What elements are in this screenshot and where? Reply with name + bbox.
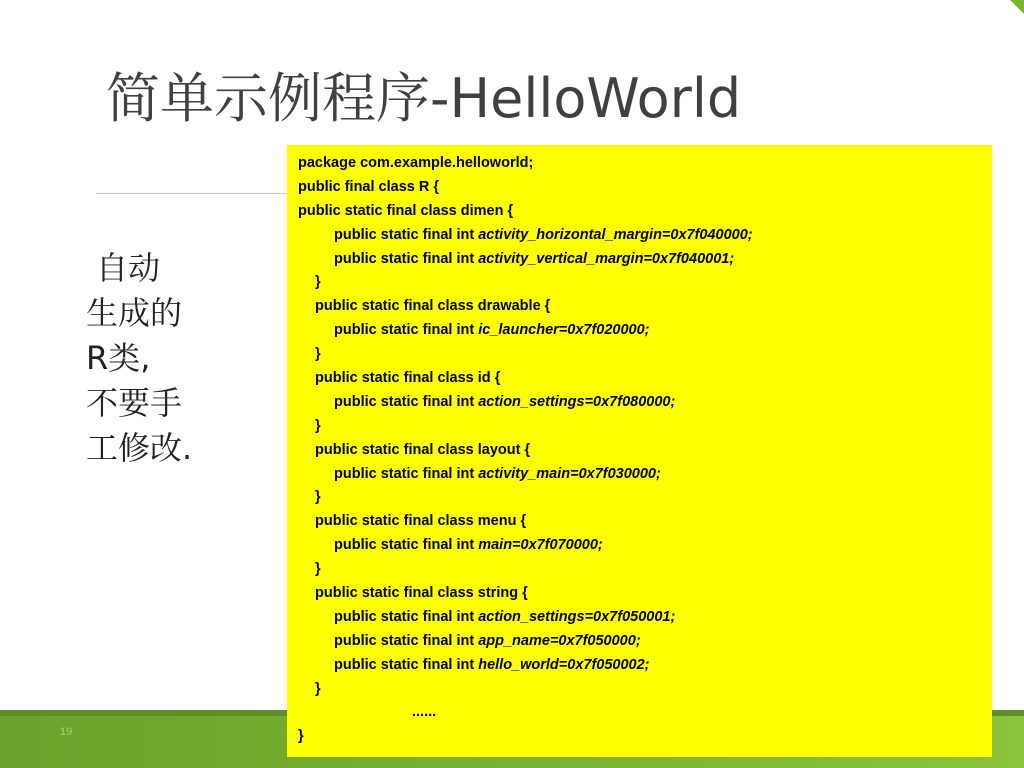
corner-decoration <box>1010 0 1024 14</box>
code-text: } <box>315 346 321 363</box>
code-text: } <box>315 489 321 506</box>
code-text: public static final int <box>334 537 479 554</box>
code-line <box>298 248 992 272</box>
code-field-value: activity_main=0x7f030000; <box>478 465 661 482</box>
code-line <box>298 367 992 391</box>
code-line <box>298 534 992 558</box>
code-text: public static final class menu { <box>315 513 527 530</box>
code-line <box>298 319 992 343</box>
code-listing <box>287 145 992 757</box>
code-text: public final class R { <box>298 178 440 195</box>
code-line <box>298 391 992 415</box>
code-line <box>298 582 992 606</box>
code-text: public static final int <box>334 608 479 625</box>
code-text: public static final class layout { <box>315 441 531 458</box>
code-field-value: app_name=0x7f050000; <box>478 632 641 649</box>
side-note-line: 自动 <box>96 249 161 287</box>
code-field-value: action_settings=0x7f080000; <box>478 393 676 410</box>
code-field-value: action_settings=0x7f050001; <box>478 608 676 625</box>
code-line <box>298 725 992 749</box>
code-field-value: hello_world=0x7f050002; <box>478 656 650 673</box>
title-divider <box>96 193 296 194</box>
code-text: public static final int <box>334 632 479 649</box>
code-line <box>298 271 992 295</box>
code-line <box>298 463 992 487</box>
code-field-value: main=0x7f070000; <box>478 537 603 554</box>
code-line <box>298 343 992 367</box>
code-line <box>298 630 992 654</box>
side-note <box>86 246 192 471</box>
code-line <box>298 439 992 463</box>
code-text: public static final int <box>334 656 479 673</box>
side-note-line: R类, <box>86 339 151 377</box>
code-field-value: ic_launcher=0x7f020000; <box>478 322 650 339</box>
code-line <box>298 415 992 439</box>
code-text: ...... <box>412 704 437 721</box>
code-line <box>298 176 992 200</box>
code-line <box>298 200 992 224</box>
code-text: } <box>315 417 321 434</box>
page-number: 19 <box>60 726 73 738</box>
code-text: public static final class drawable { <box>315 298 551 315</box>
code-field-value: activity_horizontal_margin=0x7f040000; <box>478 226 753 243</box>
code-text: public static final class dimen { <box>298 202 514 219</box>
code-line <box>298 654 992 678</box>
code-line <box>298 486 992 510</box>
code-line <box>298 701 992 725</box>
code-text: public static final int <box>334 322 479 339</box>
code-text: } <box>315 561 321 578</box>
slide-title: 简单示例程序-HelloWorld <box>106 67 742 130</box>
code-text: public static final int <box>334 226 479 243</box>
side-note-line: 生成的 <box>86 294 183 332</box>
code-text: public static final class string { <box>315 585 528 602</box>
code-line <box>298 606 992 630</box>
code-line <box>298 678 992 702</box>
code-text: } <box>315 680 321 697</box>
code-line <box>298 152 992 176</box>
code-line <box>298 295 992 319</box>
code-text: public static final int <box>334 465 479 482</box>
code-text: public static final class id { <box>315 370 501 387</box>
side-note-line: 工修改. <box>86 429 193 467</box>
side-note-line: 不要手 <box>86 384 183 422</box>
code-line <box>298 224 992 248</box>
code-line <box>298 510 992 534</box>
code-text: } <box>298 728 304 745</box>
code-text: public static final int <box>334 250 479 267</box>
code-text: public static final int <box>334 393 479 410</box>
code-line <box>298 558 992 582</box>
code-field-value: activity_vertical_margin=0x7f040001; <box>478 250 735 267</box>
code-text: package com.example.helloworld; <box>298 155 534 171</box>
code-text: } <box>315 274 321 291</box>
